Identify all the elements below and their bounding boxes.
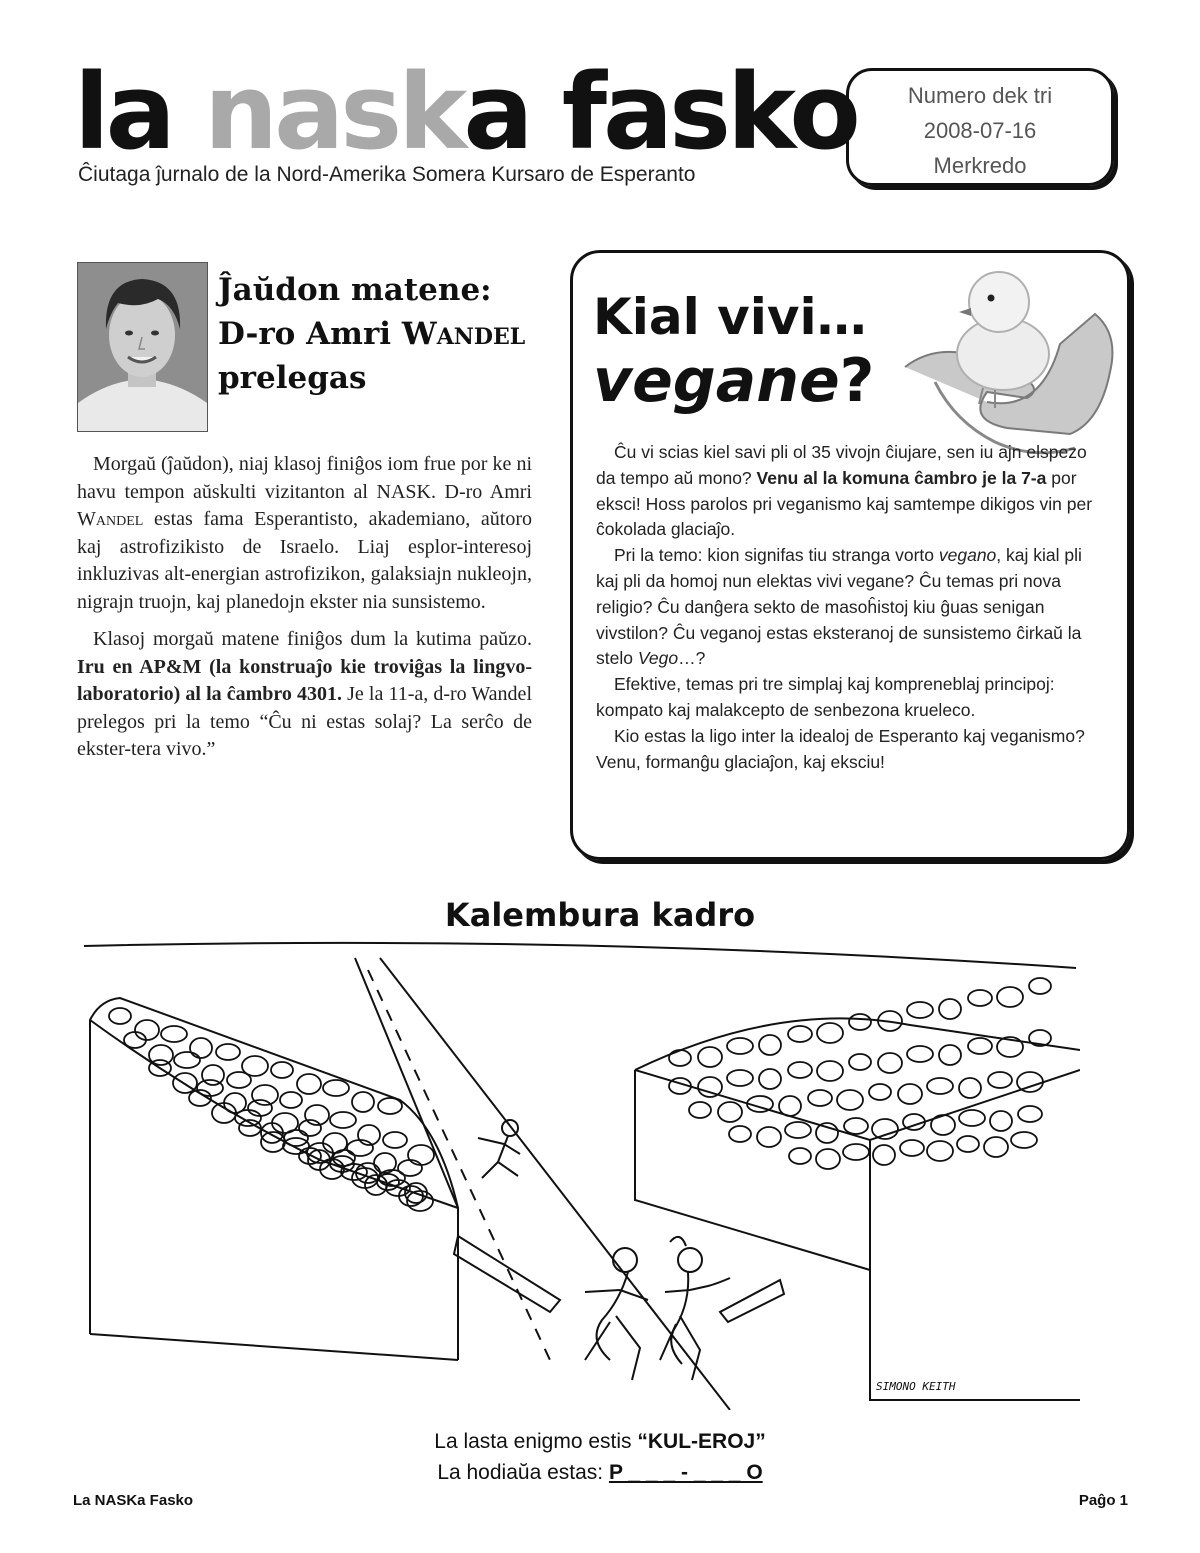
vegan-p2-term: vegano bbox=[938, 545, 997, 566]
cheese-hole bbox=[779, 1096, 801, 1116]
cheese-hole bbox=[990, 1111, 1012, 1131]
cheese-hole bbox=[757, 1127, 781, 1147]
cheese-hole bbox=[235, 1110, 261, 1126]
vegan-headline-word: vegane bbox=[593, 346, 840, 416]
cheese-hole bbox=[927, 1078, 953, 1094]
cheese-hole bbox=[408, 1145, 434, 1165]
masthead-title bbox=[74, 51, 857, 173]
today-riddle-label: La hodiaŭa estas: bbox=[437, 1461, 609, 1484]
vegan-p2-text-end: …? bbox=[678, 648, 706, 669]
cheese-hole bbox=[817, 1061, 843, 1081]
masthead-title-nask: nask bbox=[204, 51, 464, 173]
cheese-hole bbox=[907, 1002, 933, 1018]
vegan-p1-when-where: Venu al la komuna ĉambro je la 7-a bbox=[756, 467, 1047, 488]
left-p1-text: Morgaŭ (ĵaŭdon), niaj klasoj finiĝos iom frue por ke ni havu tempon aŭskulti vizitanton al NASK. D-ro Amri bbox=[77, 453, 532, 503]
cheese-hole bbox=[968, 1038, 992, 1054]
cheese-hole bbox=[190, 1038, 212, 1058]
cheese-hole bbox=[843, 1144, 869, 1160]
cheese-hole bbox=[1029, 978, 1051, 994]
cheese-hole bbox=[669, 1050, 691, 1066]
left-article-headline bbox=[218, 268, 563, 400]
left-article-paragraph-2 bbox=[77, 626, 532, 764]
cheese-hole bbox=[227, 1072, 251, 1088]
left-headline-speaker-name: Wandel bbox=[401, 316, 526, 352]
cartoon-drawing bbox=[80, 940, 1080, 1415]
cheese-hole bbox=[988, 1072, 1012, 1088]
cheese-hole bbox=[135, 1020, 159, 1040]
cheese-hole bbox=[173, 1073, 197, 1093]
vegan-article-body bbox=[596, 440, 1096, 775]
vegan-headline-line1: Kial vivi… bbox=[593, 288, 867, 346]
portrait-image bbox=[78, 263, 207, 431]
cheese-hole bbox=[849, 1014, 871, 1030]
cheese-hole bbox=[280, 1092, 302, 1108]
cartoon-title: Kalembura kadro bbox=[444, 896, 756, 934]
cheese-hole bbox=[347, 1140, 373, 1156]
left-p1-speaker-name: Wandel bbox=[77, 508, 144, 530]
cheese-hole bbox=[174, 1052, 200, 1068]
left-headline-line2: D-ro Amri bbox=[218, 316, 402, 352]
masthead-subtitle: Ĉiutaga ĵurnalo de la Nord-Amerika Somera Kursaro de Esperanto bbox=[78, 163, 696, 186]
cheese-hole bbox=[837, 1090, 863, 1110]
cheese-hole bbox=[202, 1065, 224, 1085]
cheese-hole bbox=[789, 1148, 811, 1164]
cheese-hole bbox=[1011, 1132, 1037, 1148]
cheese-hole bbox=[997, 987, 1023, 1007]
vegan-p1-text-end: por eksci! Hoss parolos pri veganismo kaj samtempe dikigos vin per ĉokolada glaciaĵo. bbox=[596, 467, 1093, 540]
footer-page-number: Paĝo 1 bbox=[1078, 1492, 1128, 1509]
issue-date: 2008-07-16 bbox=[923, 118, 1037, 143]
cheese-hole bbox=[1018, 1106, 1042, 1122]
vegan-article-headline bbox=[593, 285, 874, 416]
vegan-paragraph-4: Kio estas la ligo inter la idealoj de Esperanto kaj veganismo? Venu, formanĝu glaciaĵon, kaj eksciu! bbox=[596, 725, 1085, 772]
vegan-p1-text: Ĉu vi scias kiel savi pli ol 35 vivojn ĉiujare, sen iu ajn elspezo da tempo aŭ mono? bbox=[596, 442, 1087, 488]
cheese-hole bbox=[698, 1047, 722, 1067]
issue-number: Numero dek tri bbox=[907, 83, 1053, 108]
cheese-hole bbox=[959, 1110, 985, 1126]
cheese-hole bbox=[297, 1074, 321, 1094]
cheese-hole bbox=[330, 1112, 356, 1128]
cheese-hole bbox=[900, 1140, 924, 1156]
cheese-hole bbox=[907, 1046, 933, 1062]
cheese-hole bbox=[816, 1149, 840, 1169]
cheese-hole bbox=[216, 1044, 240, 1060]
last-riddle-label: La lasta enigmo estis bbox=[434, 1430, 638, 1453]
left-article-body bbox=[77, 451, 532, 774]
cheese-hole bbox=[718, 1102, 742, 1122]
cheese-hole bbox=[873, 1145, 895, 1165]
cheese-hole bbox=[844, 1118, 868, 1134]
cheese-hole bbox=[869, 1084, 891, 1100]
left-article-paragraph-1 bbox=[77, 451, 532, 616]
last-riddle-answer: “KUL-EROJ” bbox=[637, 1430, 766, 1453]
cheese-hole bbox=[878, 1053, 902, 1073]
cheese-hole bbox=[271, 1062, 293, 1078]
masthead-title-fasko: a fasko bbox=[463, 51, 857, 173]
cheese-hole bbox=[698, 1077, 722, 1097]
vegan-paragraph-2 bbox=[596, 543, 1096, 672]
vegan-p2-text: Pri la temo: kion signifas tiu stranga vorto bbox=[614, 545, 939, 566]
today-riddle bbox=[0, 1457, 1200, 1488]
cheese-hole bbox=[959, 1078, 981, 1098]
vegan-paragraph-1 bbox=[596, 440, 1096, 543]
issue-weekday: Merkredo bbox=[933, 153, 1027, 178]
cheese-hole bbox=[352, 1092, 374, 1112]
cheese-hole bbox=[898, 1084, 922, 1104]
last-riddle bbox=[0, 1426, 1200, 1457]
cheese-hole bbox=[759, 1035, 781, 1055]
left-p2-location: Iru en AP&M (la konstruaĵo kie troviĝas la lingvo-laboratorio) al la ĉambro 4301. bbox=[77, 655, 532, 705]
cartoon-signature: SIMONO KEITH bbox=[876, 1380, 956, 1393]
today-riddle-puzzle: P _ _ _ - _ _ _ O bbox=[608, 1461, 763, 1484]
cheese-hole bbox=[109, 1008, 131, 1024]
cheese-hole bbox=[849, 1054, 871, 1070]
cheese-hole bbox=[759, 1069, 781, 1089]
cheese-hole bbox=[808, 1090, 832, 1106]
masthead-title-la: la bbox=[74, 51, 205, 173]
cheese-hole bbox=[788, 1062, 812, 1078]
cheese-hole bbox=[785, 1122, 811, 1138]
cheese-hole bbox=[729, 1126, 751, 1142]
cheese-hole bbox=[927, 1141, 953, 1161]
cheese-hole bbox=[968, 990, 992, 1006]
left-headline-line3: prelegas bbox=[218, 360, 367, 396]
cheese-hole bbox=[939, 999, 961, 1019]
cheese-hole bbox=[378, 1098, 402, 1114]
cheese-hole bbox=[727, 1038, 753, 1054]
cheese-hole bbox=[383, 1132, 407, 1148]
left-p2-text-end: Je la 11-a, d-ro Wandel prelegos pri la temo “Ĉu ni estas solaj? La serĉo de ekster-tera vivo.” bbox=[77, 683, 532, 760]
cheese-hole bbox=[788, 1026, 812, 1042]
vegan-p2-star-name: Vego bbox=[637, 648, 679, 669]
left-headline-line1: Ĵaŭdon matene: bbox=[218, 272, 492, 308]
cheese-hole bbox=[816, 1123, 838, 1143]
cheese-hole bbox=[252, 1085, 278, 1105]
cheese-hole bbox=[817, 1023, 843, 1043]
speaker-photo bbox=[77, 262, 208, 432]
cheese-hole bbox=[984, 1137, 1008, 1157]
footer-publication-name: La NASKa Fasko bbox=[73, 1492, 194, 1509]
left-p1-text-end: estas fama Esperantisto, akademiano, aŭtoro kaj astrofizikisto de Israelo. Liaj esplor-interesoj inkluzivas alt-energian astrofizikon, galaksiajn nukleojn, nigrajn truojn, kaj planedojn ekster nia sunsistemo. bbox=[77, 508, 532, 613]
cheese-hole bbox=[957, 1136, 979, 1152]
riddle-block bbox=[0, 1426, 1200, 1488]
vegan-headline-question-mark: ? bbox=[839, 346, 875, 416]
vegan-paragraph-3: Efektive, temas pri tre simplaj kaj kompreneblaj principoj: kompato kaj malakcepto de senbezona krueleco. bbox=[596, 674, 1055, 720]
cheese-hole bbox=[939, 1045, 961, 1065]
cheese-hole bbox=[931, 1115, 955, 1135]
chick-in-hands-image bbox=[895, 252, 1120, 472]
cheese-hole bbox=[1017, 1072, 1043, 1092]
cheese-hole bbox=[689, 1102, 711, 1118]
cheese-hole bbox=[161, 1026, 187, 1042]
vegan-p2-text-mid: , kaj kial pli kaj pli da homoj nun elektas vivi vegane? Ĉu temas pri nova religio? Ĉu danĝera sekto de masoĥistoj kiu ĝuas senigan vivstilon? Ĉu veganoj estas eksteranoj de sunsistemo ĉirkaŭ la stelo bbox=[596, 545, 1082, 669]
issue-box bbox=[846, 68, 1114, 186]
cheese-hole bbox=[323, 1080, 349, 1096]
cheese-hole bbox=[727, 1070, 753, 1086]
left-p2-text: Klasoj morgaŭ matene finiĝos dum la kutima paŭzo. bbox=[93, 628, 532, 650]
